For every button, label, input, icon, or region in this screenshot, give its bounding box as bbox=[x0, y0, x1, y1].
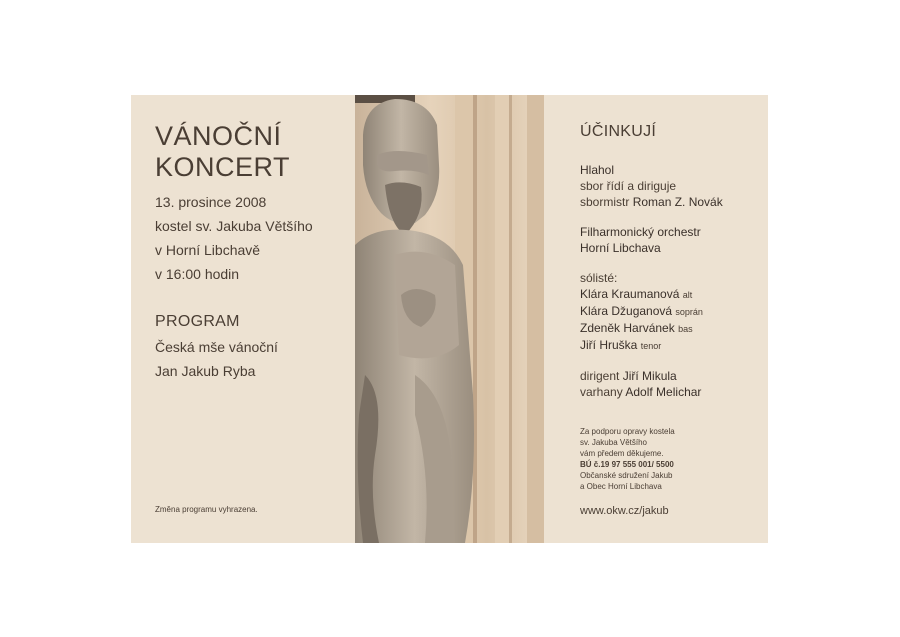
concert-title bbox=[155, 121, 345, 183]
soloist-row bbox=[580, 303, 760, 320]
organ-prefix: varhany bbox=[580, 385, 623, 399]
soloist-voice: soprán bbox=[675, 307, 703, 317]
soloists-block bbox=[580, 270, 760, 354]
statue-image bbox=[355, 95, 544, 543]
soloist-voice: bas bbox=[678, 324, 693, 334]
right-column bbox=[580, 124, 760, 519]
choir-leader bbox=[580, 194, 760, 210]
performers-heading: ÚČINKUJÍ bbox=[580, 123, 657, 140]
event-place: kostel sv. Jakuba Většího bbox=[155, 218, 313, 234]
orchestra-block bbox=[580, 224, 760, 256]
soloists-label: sólisté: bbox=[580, 271, 618, 285]
soloist-name: Klára Džuganová bbox=[580, 304, 673, 318]
program-change-note: Změna programu vyhrazena. bbox=[155, 505, 258, 514]
choir-leader-name: Roman Z. Novák bbox=[632, 195, 723, 209]
conductor-name: Jiří Mikula bbox=[622, 369, 677, 383]
event-date: 13. prosince 2008 bbox=[155, 194, 267, 210]
concert-flyer bbox=[131, 95, 768, 543]
conductor-line bbox=[580, 368, 760, 384]
soloist-name: Klára Kraumanová bbox=[580, 287, 680, 301]
event-town: v Horní Libchavě bbox=[155, 242, 261, 258]
event-time: v 16:00 hodin bbox=[155, 266, 240, 282]
soloist-row bbox=[580, 320, 760, 337]
orchestra-line-2: Horní Libchava bbox=[580, 241, 661, 255]
conductor-block bbox=[580, 368, 760, 400]
program-section bbox=[155, 313, 345, 383]
event-info bbox=[155, 190, 345, 286]
org-line: a Obec Horní Libchava bbox=[580, 482, 662, 491]
org-line: Občanské sdružení Jakub bbox=[580, 471, 673, 480]
soloist-row bbox=[580, 286, 760, 303]
left-column bbox=[155, 121, 345, 383]
soloist-voice: tenor bbox=[640, 341, 662, 351]
program-item: Jan Jakub Ryba bbox=[155, 363, 256, 379]
soloist-name: Zdeněk Harvánek bbox=[580, 321, 675, 335]
orchestra-line-1: Filharmonický orchestr bbox=[580, 225, 701, 239]
organ-name: Adolf Melichar bbox=[625, 385, 702, 399]
website-link[interactable]: www.okw.cz/jakub bbox=[580, 505, 669, 517]
choir-name: Hlahol bbox=[580, 163, 615, 177]
support-note bbox=[580, 426, 760, 492]
soloist-row bbox=[580, 337, 760, 354]
choir-line: sbor řídí a diriguje bbox=[580, 179, 677, 193]
title-line-2: KONCERT bbox=[155, 152, 291, 182]
soloist-name: Jiří Hruška bbox=[580, 338, 638, 352]
bank-account: BÚ č.19 97 555 001/ 5500 bbox=[580, 460, 674, 469]
organ-line bbox=[580, 384, 760, 400]
conductor-prefix: dirigent bbox=[580, 369, 620, 383]
statue-photo bbox=[355, 95, 544, 543]
program-heading: PROGRAM bbox=[155, 313, 240, 330]
soloist-voice: alt bbox=[682, 290, 693, 300]
support-line: vám předem děkujeme. bbox=[580, 449, 664, 458]
program-item: Česká mše vánoční bbox=[155, 339, 278, 355]
choir-block bbox=[580, 162, 760, 210]
support-line: Za podporu opravy kostela bbox=[580, 427, 675, 436]
choir-leader-prefix: sbormistr bbox=[580, 195, 630, 209]
title-line-1: VÁNOČNÍ bbox=[155, 121, 282, 151]
support-line: sv. Jakuba Většího bbox=[580, 438, 647, 447]
